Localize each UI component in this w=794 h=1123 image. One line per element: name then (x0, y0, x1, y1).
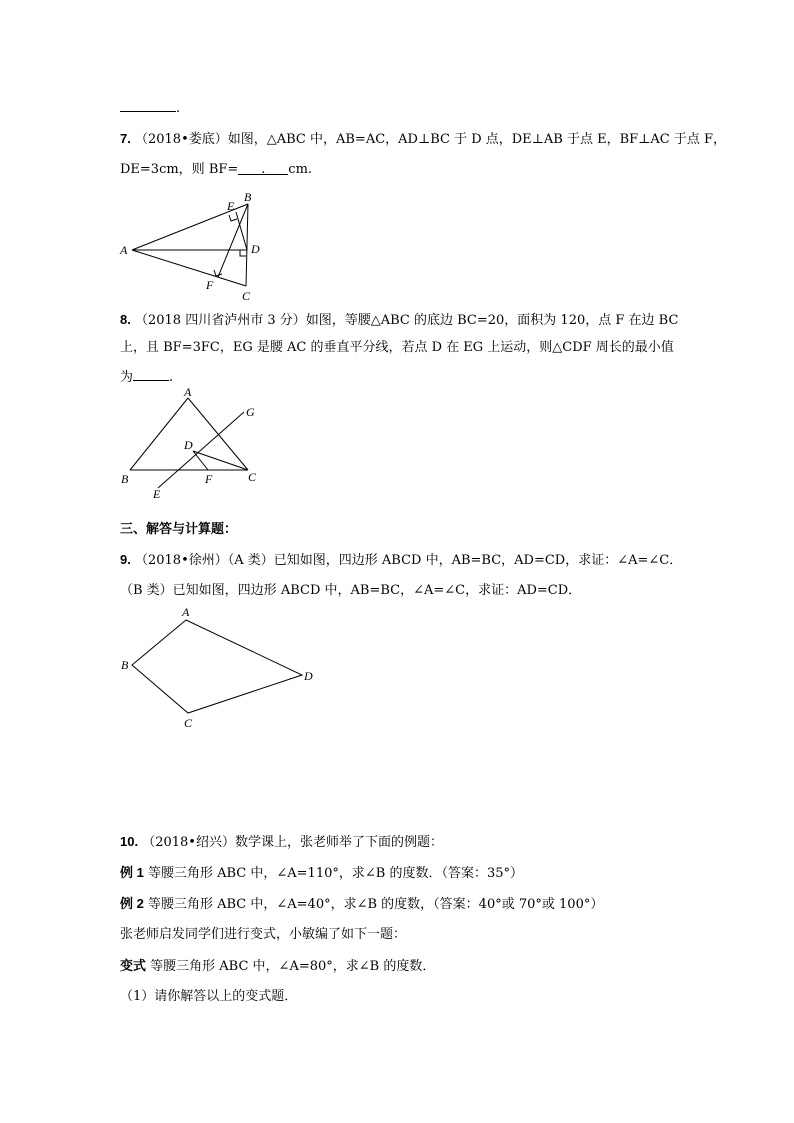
answer-blank (120, 98, 176, 112)
label-e: E (153, 487, 161, 501)
q10-sub1 (120, 988, 297, 1006)
label-b: B (121, 658, 129, 672)
q9-line1 (120, 551, 682, 570)
q9-line2 (120, 582, 581, 600)
variant-label: 变式 (120, 958, 147, 973)
top-answer-blank-line: . (120, 98, 180, 118)
label-g: G (246, 405, 255, 419)
q7-text-line1: （2018•娄底）如图，△ABC 中，AB=AC，AD⊥BC 于 D 点，DE⊥AB 于点 E，BF⊥AC 于点 F， (134, 132, 727, 147)
example1-label: 例 1 (120, 865, 144, 880)
label-c: C (184, 716, 193, 730)
q10-example2 (120, 895, 603, 914)
q9-text-line2: （B 类）已知如图，四边形 ABCD 中，AB=BC，∠A=∠C，求证：AD=CD． (120, 583, 582, 598)
q7-line2 (120, 161, 312, 179)
q10-text-line4: 张老师启发同学们进行变式，小敏编了如下一题： (120, 927, 407, 942)
label-c: C (242, 289, 251, 303)
label-c: C (248, 470, 257, 484)
right-angle-mark-e (229, 215, 237, 221)
section3-title: 三、解答与计算题： (120, 521, 238, 536)
q7-text-prefix: DE=3cm，则 BF= (120, 162, 239, 177)
label-d: D (184, 438, 193, 452)
right-angle-mark-d (240, 250, 246, 256)
q8-answer-blank (133, 367, 169, 381)
q10-text-line1: （2018•绍兴）数学课上，张老师举了下面的例题： (142, 835, 443, 850)
q8-text-suffix: . (169, 370, 174, 385)
label-a: A (182, 605, 190, 619)
q8-line3 (120, 367, 173, 387)
q7-text-suffix: cm. (288, 162, 313, 177)
segment-bc (246, 204, 248, 286)
label-b: B (244, 190, 252, 204)
example2-text: 等腰三角形 ABC 中，∠A=40°，求∠B 的度数，（答案：40°或 70°或 100°） (147, 897, 604, 912)
q8-triangle-figure (118, 388, 268, 503)
label-f: F (205, 472, 213, 486)
q10-line1 (120, 833, 443, 852)
label-f: F (206, 278, 214, 292)
segment-ab (130, 398, 188, 470)
q10-sub1-text: （1）请你解答以上的变式题． (120, 989, 298, 1004)
q10-example1 (120, 864, 523, 883)
segment-ac (132, 250, 246, 286)
q8-text-prefix: 为 (120, 370, 134, 385)
label-d: D (304, 669, 313, 683)
q7-answer-blank: . (238, 161, 288, 175)
q8-line1 (120, 311, 678, 330)
label-a: A (120, 243, 128, 257)
example1-text: 等腰三角形 ABC 中，∠A=110°，求∠B 的度数．（答案：35°） (147, 866, 523, 881)
q7-line1 (120, 130, 726, 149)
q7-number: 7. (120, 131, 131, 146)
q9-text-line1: （2018•徐州）（A 类）已知如图，四边形 ABCD 中，AB=BC，AD=CD，求证：∠A=∠C． (134, 553, 683, 568)
q10-number: 10. (120, 834, 139, 849)
q9-quadrilateral-figure (118, 605, 318, 735)
label-e: E (227, 199, 235, 213)
q8-text-line1: （2018 四川省泸州市 3 分）如图，等腰△ABC 的底边 BC=20，面积为 120，点 F 在边 BC (134, 313, 679, 328)
label-a: A (184, 388, 192, 399)
label-b: B (121, 472, 129, 486)
quadrilateral-abcd (132, 620, 302, 713)
variant-text: 等腰三角形 ABC 中，∠A=80°，求∠B 的度数． (150, 959, 436, 974)
q10-variant (120, 957, 435, 976)
q8-text-line2: 上，且 BF=3FC，EG 是腰 AC 的垂直平分线，若点 D 在 EG 上运动，则△CDF 周长的最小值 (120, 340, 674, 355)
q8-number: 8. (120, 312, 131, 327)
q9-number: 9. (120, 552, 131, 567)
label-d: D (251, 242, 260, 256)
example2-label: 例 2 (120, 896, 144, 911)
segment-de (236, 212, 247, 250)
q10-line4 (120, 926, 406, 944)
q7-triangle-figure (118, 190, 268, 305)
q8-line2 (120, 339, 674, 357)
segment-bf (218, 204, 248, 277)
